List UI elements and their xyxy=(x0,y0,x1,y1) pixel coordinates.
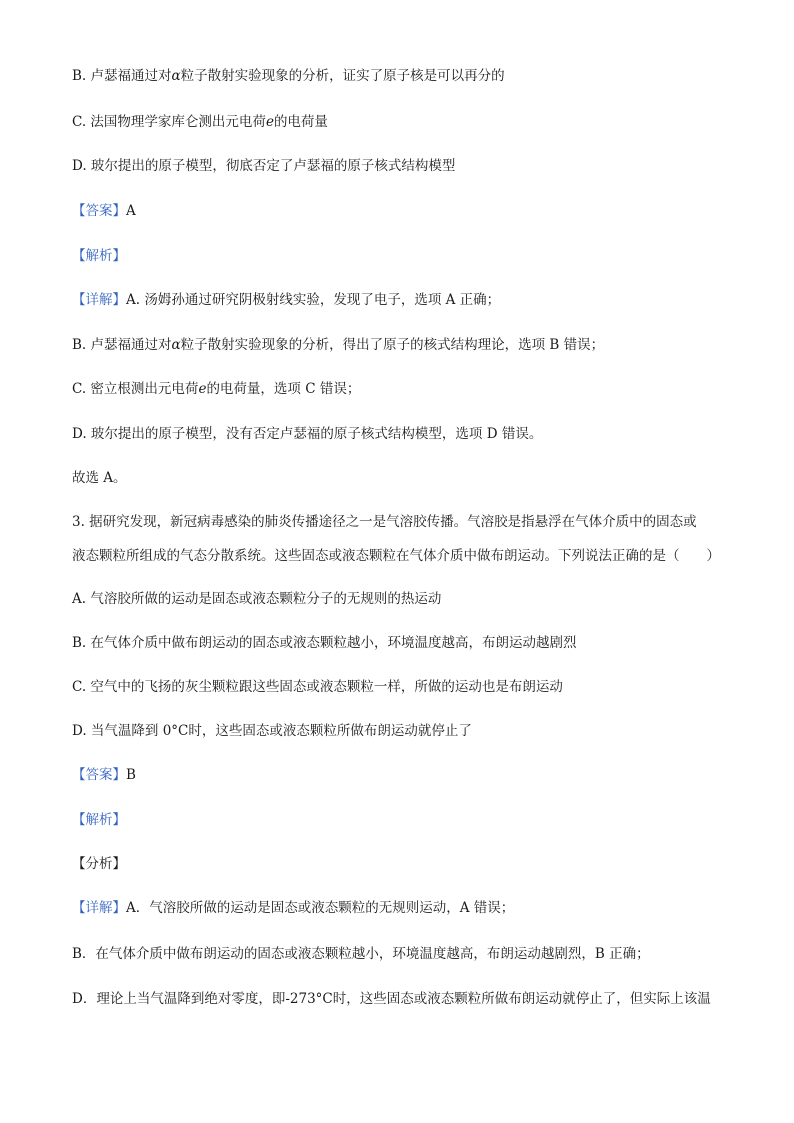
answer-tag: 【答案】 xyxy=(72,767,126,783)
q3-stem-line2: 液态颗粒所组成的气态分散系统。这些固态或液态颗粒在气体介质中做布朗运动。下列说法正确的是（ ） xyxy=(72,548,720,564)
q3-analysis-tag: 【解析】 xyxy=(72,812,126,828)
q3-stem-line1: 3. 据研究发现，新冠病毒感染的肺炎传播途径之一是气溶胶传播。气溶胶是指悬浮在气体介质中的固态或 xyxy=(72,514,697,530)
q3-analysis-sub: 【分析】 xyxy=(72,856,126,872)
q3-detail-a: 【详解】A．气溶胶所做的运动是固态或液态颗粒的无规则运动，A 错误； xyxy=(72,900,515,916)
alpha-symbol: α xyxy=(171,68,181,84)
q2-detail-b: B. 卢瑟福通过对α粒子散射实验现象的分析，得出了原子的核式结构理论，选项 B 错误； xyxy=(72,337,605,353)
q2-detail-d: D. 玻尔提出的原子模型，没有否定卢瑟福的原子核式结构模型，选项 D 错误。 xyxy=(72,426,543,442)
answer-tag: 【答案】 xyxy=(72,203,126,219)
detail-tag: 【详解】 xyxy=(72,292,126,308)
q2-option-d: D. 玻尔提出的原子模型，彻底否定了卢瑟福的原子核式结构模型 xyxy=(72,158,456,174)
q3-option-b: B. 在气体介质中做布朗运动的固态或液态颗粒越小，环境温度越高，布朗运动越剧烈 xyxy=(72,635,577,651)
e-symbol: e xyxy=(198,381,207,397)
alpha-symbol: α xyxy=(171,337,181,353)
detail-tag: 【详解】 xyxy=(72,900,126,916)
q2-answer xyxy=(72,201,732,221)
q3-option-a: A. 气溶胶所做的运动是固态或液态颗粒分子的无规则的热运动 xyxy=(72,591,442,607)
q3-answer xyxy=(72,765,732,785)
e-symbol: e xyxy=(265,114,274,130)
q3-detail-d: D．理论上当气温降到绝对零度，即-273°C时，这些固态或液态颗粒所做布朗运动就停止了，但实际上该温 xyxy=(72,991,711,1007)
q2-detail-c: C. 密立根测出元电荷e的电荷量，选项 C 错误； xyxy=(72,381,361,397)
q2-conclusion: 故选 A。 xyxy=(72,470,127,486)
answer-value: A xyxy=(126,203,136,219)
answer-value: B xyxy=(126,767,136,783)
q2-option-b: B. 卢瑟福通过对α粒子散射实验现象的分析，证实了原子核是可以再分的 xyxy=(72,68,505,84)
q2-option-c: C. 法国物理学家库仑测出元电荷e的电荷量 xyxy=(72,114,328,130)
q3-option-c: C. 空气中的飞扬的灰尘颗粒跟这些固态或液态颗粒一样，所做的运动也是布朗运动 xyxy=(72,679,563,695)
q3-detail-b: B．在气体介质中做布朗运动的固态或液态颗粒越小，环境温度越高，布朗运动越剧烈，B 正确； xyxy=(72,946,650,962)
q2-detail-a: 【详解】A. 汤姆孙通过研究阴极射线实验，发现了电子，选项 A 正确； xyxy=(72,292,501,308)
q2-analysis-tag: 【解析】 xyxy=(72,248,126,264)
q3-option-d: D. 当气温降到 0°C时，这些固态或液态颗粒所做布朗运动就停止了 xyxy=(72,723,472,739)
